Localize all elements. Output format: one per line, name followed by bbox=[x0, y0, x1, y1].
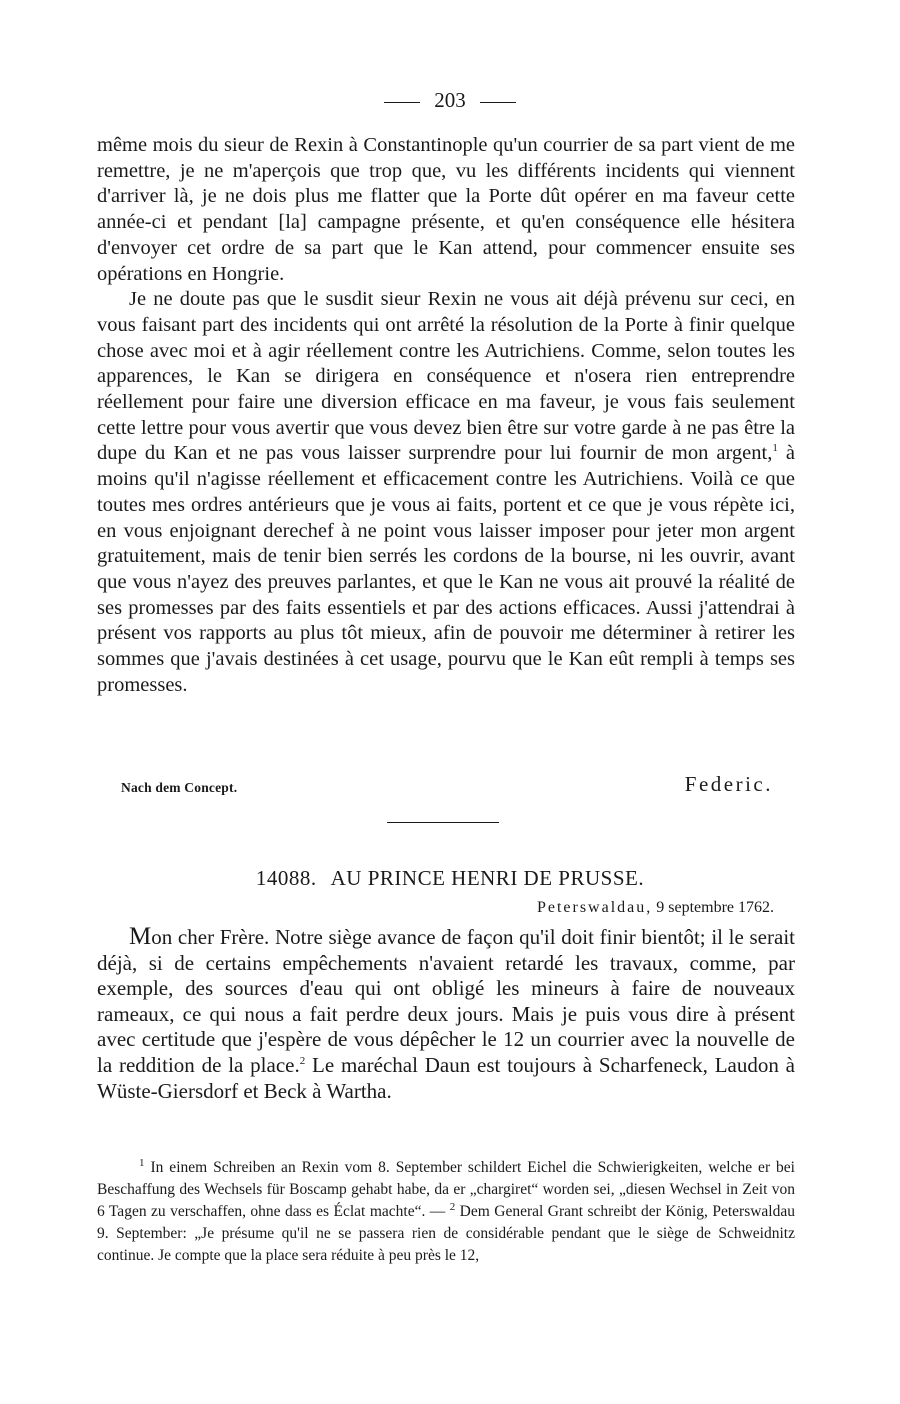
opening-capital: M bbox=[129, 923, 152, 950]
paragraph-text: à moins qu'il n'agisse réellement et efficacement contre les Autrichiens. Voilà ce que toutes mes ordres antérieurs que je vous ai faits, portent et ce que je vous répète ici, en vous enjoignant derechef à ne point vous laisser imposer pour jeter mon argent gratuitement, mais de tenir bien serrés les cordons de la bourse, ni les ouvrir, avant que vous n'ayez des preuves parlantes, et que le Kan ne vous ait prouvé la réalité de ses promesses par des faits essentiels et par des actions efficaces. Aussi j'attendrai à présent vos rapports au plus tôt mieux, afin de pouvoir me déterminer à retirer les sommes que j'avais destinées à cet usage, pourvu que le Kan eût rempli à temps ses promesses. bbox=[97, 442, 795, 696]
footnote-marker: 2 bbox=[299, 1054, 306, 1067]
dateline-date: 9 septembre 1762. bbox=[652, 899, 774, 916]
letter-heading bbox=[0, 866, 900, 891]
letter-closing bbox=[97, 772, 773, 800]
letter-number: 14088. bbox=[255, 866, 317, 890]
header-dash-right bbox=[480, 102, 516, 103]
footnote bbox=[97, 1157, 795, 1267]
paragraph-text: Le maréchal Daun est toujours à Scharfeneck, Laudon à Wüste-Giersdorf et Beck à Wartha. bbox=[97, 1052, 795, 1103]
footnotes bbox=[97, 1157, 795, 1267]
dateline bbox=[537, 899, 774, 917]
paragraph-text: Je ne doute pas que le susdit sieur Rexin ne vous ait déjà prévenu sur ceci, en vous faisant part des incidents qui ont arrêté la résolution de la Porte à finir quelque chose avec moi et à agir réellement contre les Autrichiens. Comme, selon toutes les apparences, le Kan se dirigera en conséquence et n'osera rien entreprendre réellement pour faire une diversion efficace en ma faveur, je vous fais seulement cette lettre pour vous avertir que vous devez bien être sur votre garde à ne pas être la dupe du Kan et ne pas vous laisser surprendre pour lui fournir de mon argent, bbox=[97, 288, 795, 465]
footnote-text: Dem General Grant schreibt der König, Peterswaldau 9. September: „Je présume qu'il ne se passera rien de considérable pendant que le siège de Schweidnitz continue. Je compte que la place sera réduite à peu près le 12, bbox=[97, 1203, 795, 1264]
page-number: 203 bbox=[434, 88, 466, 112]
source-note: Nach dem Concept. bbox=[121, 780, 238, 795]
footnote-text: In einem Schreiben an Rexin vom 8. September schildert Eichel die Schwierigkeiten, welche er bei Beschaffung des Wechsels für Boscamp gehabt habe, da er „chargiret“ worden sei, „diesen Wechsel in Zeit von 6 Tagen zu verschaffen, ohne dass es Éclat machte“. — bbox=[97, 1159, 795, 1220]
signature: Federic. bbox=[684, 772, 773, 796]
section-divider bbox=[387, 822, 499, 823]
header-dash-left bbox=[384, 102, 420, 103]
letter-continuation bbox=[97, 133, 795, 698]
letter-title: AU PRINCE HENRI DE PRUSSE. bbox=[330, 866, 645, 890]
footnote-number: 2 bbox=[449, 1200, 456, 1213]
letter-body bbox=[97, 924, 795, 1104]
paragraph-continued: même mois du sieur de Rexin à Constantinople qu'un courrier de sa part vient de me remettre, je ne m'aperçois que trop que, vu les différents incidents qui viennent d'arriver là, je ne dois plus me flatter que la Porte dût opérer en ma faveur cette année-ci et pendant [la] campagne présente, et qu'en conséquence elle hésitera d'envoyer cet ordre de sa part que le Kan attend, pour commencer ensuite ses opérations en Hongrie. bbox=[97, 134, 795, 285]
paragraph-text: on cher Frère. Notre siège avance de façon qu'il doit finir bientôt; il le serait déjà, si de certains empêchements n'avaient retardé les travaux, comme, par exemple, des sources d'eau qui ont obligé les mineurs à faire de nouveaux rameaux, ce qui nous a fait perdre deux jours. Mais je puis vous dire à présent avec certitude que j'espère de vous dépêcher le 12 un courrier avec la nouvelle de la reddition de la place. bbox=[97, 925, 795, 1077]
paragraph bbox=[97, 924, 795, 1104]
paragraph bbox=[97, 287, 795, 698]
page-header bbox=[0, 86, 900, 114]
dateline-place: Peterswaldau, bbox=[536, 899, 653, 916]
footnote-marker: 1 bbox=[772, 442, 778, 455]
footnote-number: 1 bbox=[139, 1156, 145, 1169]
